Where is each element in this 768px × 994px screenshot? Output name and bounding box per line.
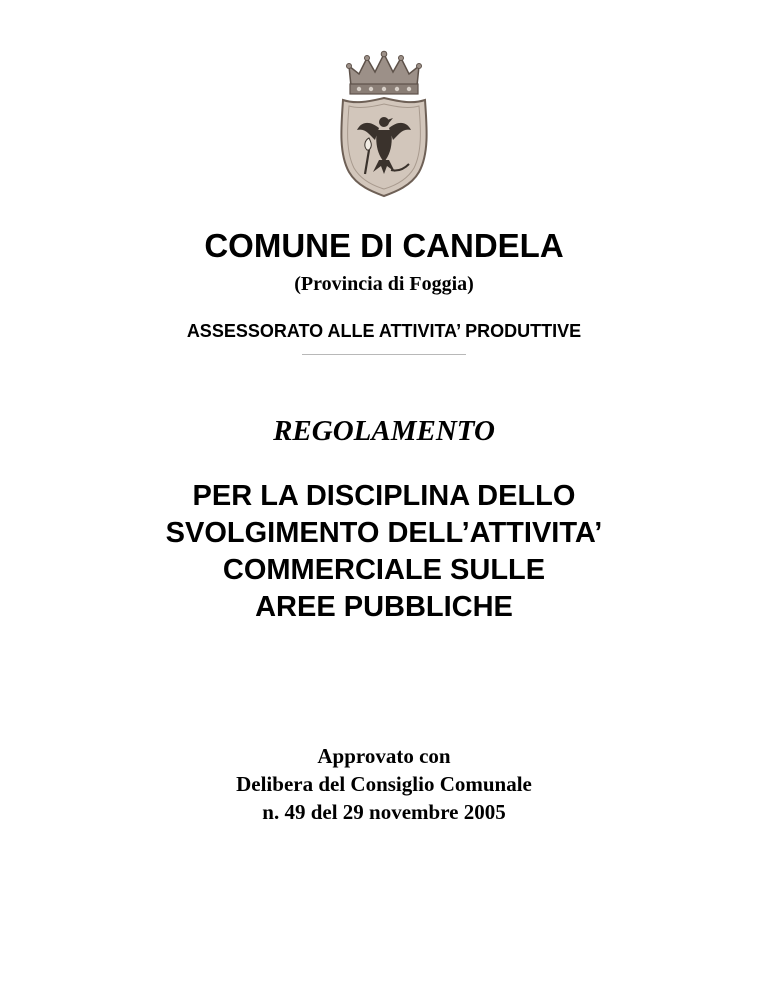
coat-of-arms-icon [329,50,439,198]
subject-line: SVOLGIMENTO DELL’ATTIVITA’ [165,517,603,549]
municipality-title: COMUNE DI CANDELA [204,227,564,264]
subject-line: AREE PUBBLICHE [255,591,513,623]
province-subtitle: (Provincia di Foggia) [294,273,474,295]
approval-line: n. 49 del 29 novembre 2005 [262,800,506,824]
document-subject [0,478,768,626]
crown-icon [347,51,422,94]
subject-line: PER LA DISCIPLINA DELLO [192,480,576,512]
document-type-title: REGOLAMENTO [273,415,495,447]
department-name: ASSESSORATO ALLE ATTIVITA’ PRODUTTIVE [186,321,582,341]
approval-note [0,742,768,826]
approval-line: Delibera del Consiglio Comunale [236,772,532,796]
approval-line: Approvato con [317,744,451,768]
separator-line [302,354,466,355]
subject-line: COMMERCIALE SULLE [222,554,546,586]
